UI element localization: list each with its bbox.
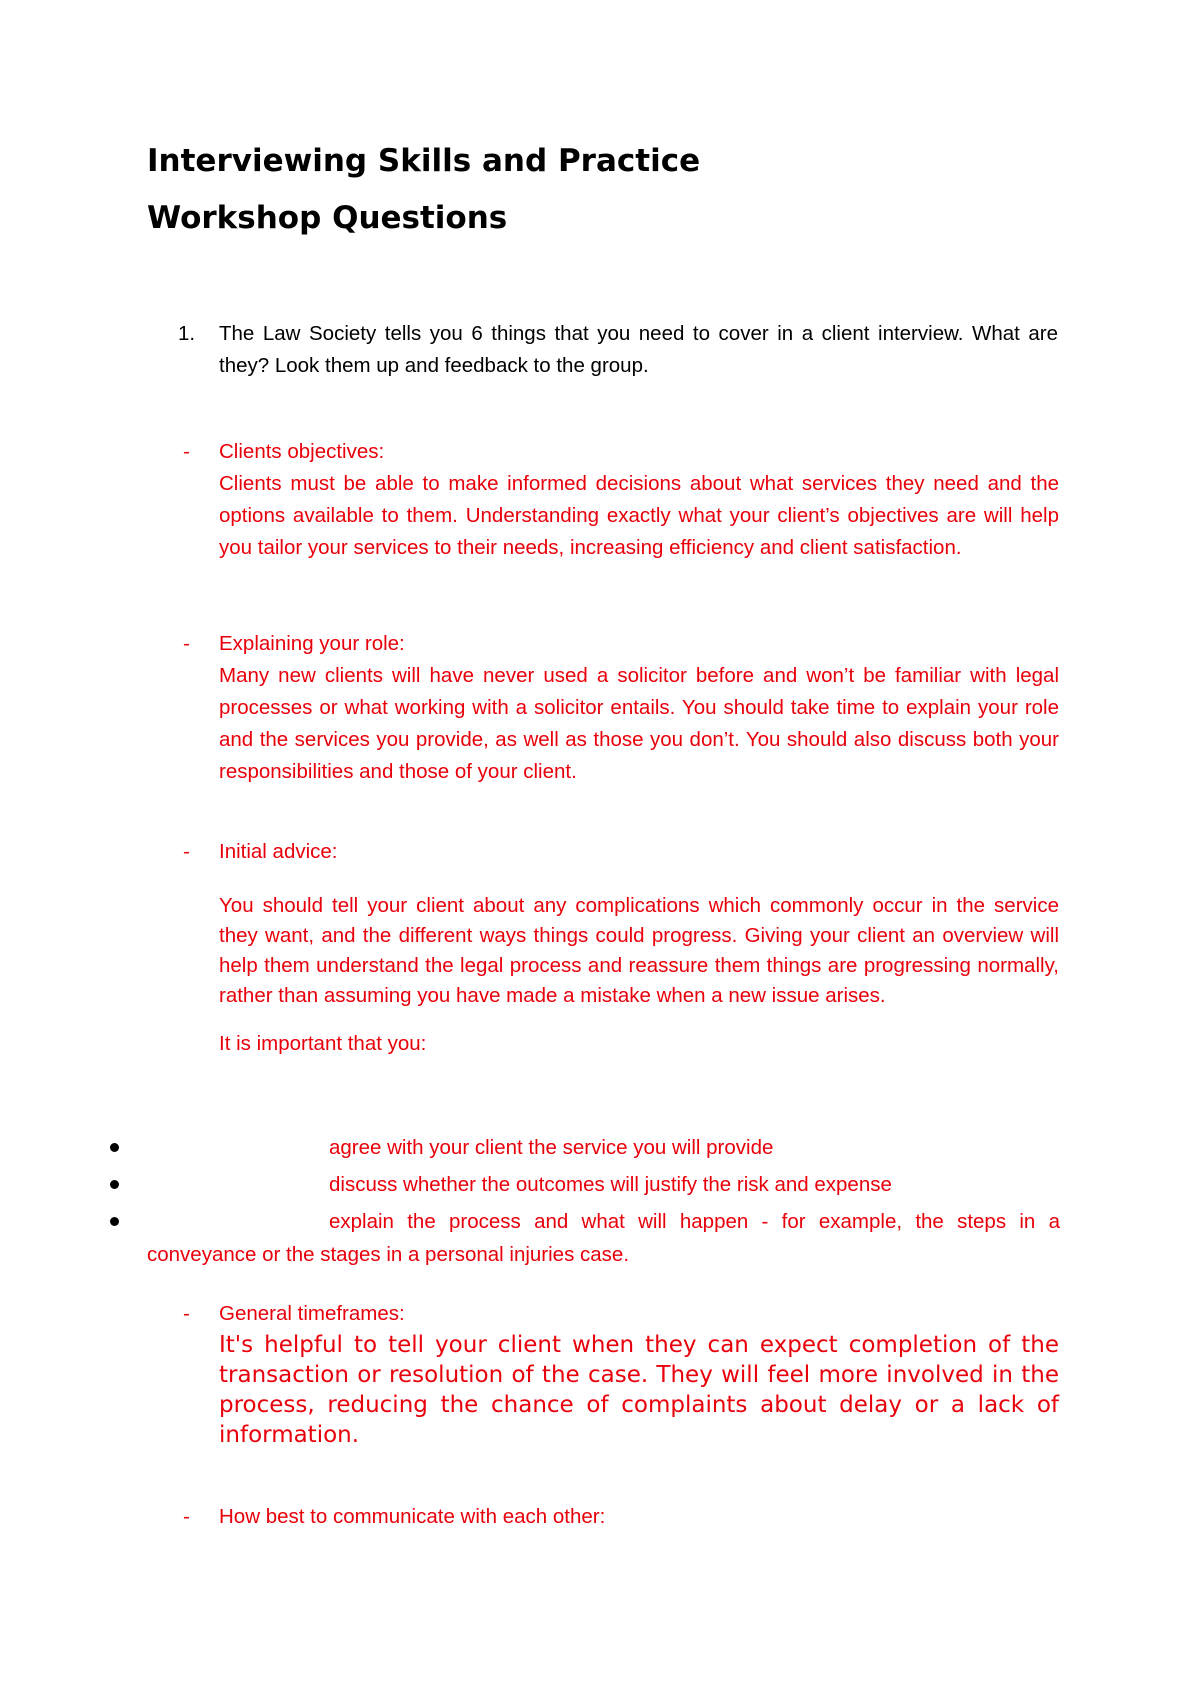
answer-body: Many new clients will have never used a solicitor before and won’t be familiar with legal processes or what working with a solicitor entails. You should take time to explain your role and the services you provide, as well as those you don’t. You should also discuss both your responsibilities and those of your client. bbox=[219, 664, 1059, 783]
dash-marker: - bbox=[183, 1505, 190, 1528]
question-text: The Law Society tells you 6 things that you need to cover in a client interview. What are they? Look them up and feedback to the group. bbox=[219, 322, 1058, 377]
answer-heading: General timeframes: bbox=[219, 1302, 405, 1325]
list-item bbox=[110, 1129, 1060, 1166]
question-1 bbox=[178, 318, 1058, 382]
dash-marker: - bbox=[183, 1302, 190, 1325]
list-item-text: discuss whether the outcomes will justify the risk and expense bbox=[329, 1173, 892, 1196]
list-item bbox=[110, 1166, 1060, 1203]
list-item-continuation: conveyance or the stages in a personal injuries case. bbox=[147, 1243, 630, 1266]
document-subtitle: Workshop Questions bbox=[147, 200, 508, 236]
list-item bbox=[110, 1203, 1060, 1240]
answer-heading: Clients objectives: bbox=[219, 440, 385, 463]
bullet-dot-icon bbox=[110, 1180, 119, 1189]
important-note: It is important that you: bbox=[219, 1032, 427, 1055]
answer-heading: Explaining your role: bbox=[219, 632, 405, 655]
list-item-text: explain the process and what will happen - for example, the steps in a bbox=[329, 1210, 1060, 1233]
dash-marker: - bbox=[183, 632, 190, 655]
dash-marker: - bbox=[183, 440, 190, 463]
list-item-text: agree with your client the service you will provide bbox=[329, 1136, 774, 1159]
answer-body: It's helpful to tell your client when they can expect completion of the transaction or resolution of the case. They will feel more involved in the process, reducing the chance of complaints about delay or a lack of information. bbox=[219, 1332, 1059, 1448]
answer-item-communication bbox=[183, 1501, 1059, 1533]
dash-marker: - bbox=[183, 840, 190, 863]
bullet-dot-icon bbox=[110, 1143, 119, 1152]
bullet-list bbox=[110, 1129, 1060, 1240]
question-number: 1. bbox=[178, 322, 196, 345]
answer-item-initial-advice bbox=[183, 837, 1059, 1059]
document-title: Interviewing Skills and Practice bbox=[147, 143, 701, 179]
answer-body: Clients must be able to make informed decisions about what services they need and the options available to them. Understanding exactly what your client’s objectives are will help you tailor your services to their needs, increasing efficiency and client satisfaction. bbox=[219, 472, 1059, 559]
bullet-dot-icon bbox=[110, 1217, 119, 1226]
answer-heading: Initial advice: bbox=[219, 840, 338, 863]
answer-item-explaining-role bbox=[183, 628, 1059, 788]
answer-heading: How best to communicate with each other: bbox=[219, 1505, 606, 1528]
answer-item-general-timeframes bbox=[183, 1298, 1059, 1450]
answer-item-clients-objectives bbox=[183, 436, 1059, 564]
answer-body: You should tell your client about any complications which commonly occur in the service they want, and the different ways things could progress. Giving your client an overview will help them understand the legal process and reassure them things are progressing normally, rather than assuming you have made a mistake when a new issue arises. bbox=[219, 894, 1059, 1007]
